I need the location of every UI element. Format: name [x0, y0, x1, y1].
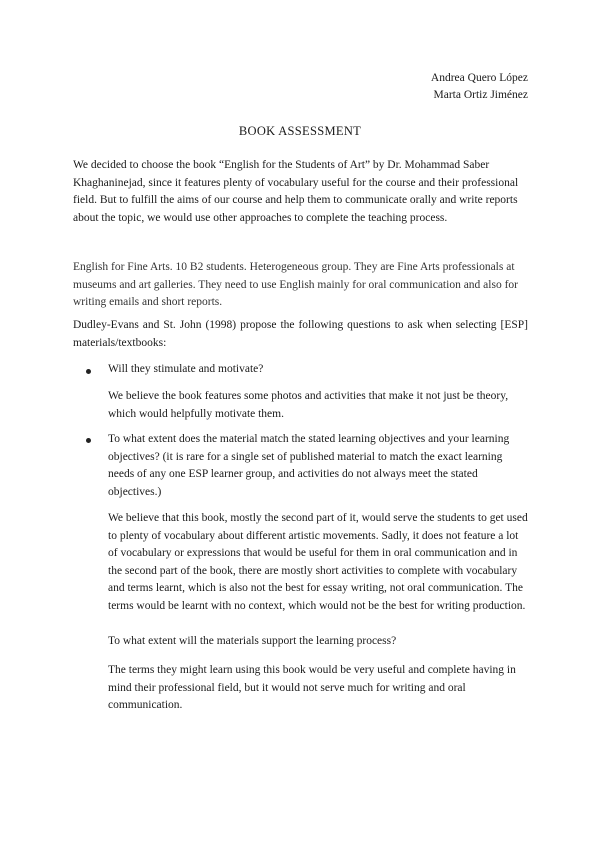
answer-objectives: We believe that this book, mostly the second part of it, would serve the students to get used to plenty of vocabulary about different artistic movements. Sadly, it does not feature a lot of vocabulary or expressions that would be useful for them in oral communication and in the second part of the book, there are mostly short activities to complete with vocabulary and terms learnt, which is also not the best for essay writing, not oral communication. The terms would be learnt with no context, which would not be the best for writing production. — [108, 512, 528, 612]
author-name: Marta Ortiz Jiménez — [433, 89, 528, 101]
answer-stimulate: We believe the book features some photos and activities that make it not just be theory, which would helpfully motivate them. — [108, 390, 509, 420]
author-name: Andrea Quero López — [430, 72, 528, 84]
group-description-paragraph: English for Fine Arts. 10 B2 students. Heterogeneous group. They are Fine Arts professionals at museums and art galleries. They need to use English mainly for oral communication and also for writing emails and short reports. — [73, 261, 518, 308]
dudley-evans-paragraph: Dudley-Evans and St. John (1998) propose the following questions to ask when selecting [ESP] materials/textbooks: — [73, 319, 528, 349]
intro-paragraph: We decided to choose the book “English for the Students of Art” by Dr. Mohammad Saber Khaghaninejad, since it features plenty of vocabulary useful for the course and their professional field. But to fulfill the aims of our course and help them to communicate orally and write reports about the topic, we would use other approaches to complete the teaching process. — [73, 159, 519, 224]
question-stimulate: Will they stimulate and motivate? — [108, 363, 264, 375]
bullet-icon — [86, 438, 94, 446]
author-block — [431, 70, 528, 104]
bullet-icon — [86, 369, 94, 377]
question-objectives: To what extent does the material match the stated learning objectives and your learning objectives? (it is rare for a single set of published material to match the exact learning needs of any one ESP learner group, and activities do not always meet the stated objectives.) — [108, 433, 510, 498]
answer-learning-process: The terms they might learn using this book would be very useful and complete having in mind their professional field, but it would not serve much for writing and oral communication. — [108, 664, 516, 711]
document-title: BOOK ASSESSMENT — [238, 124, 362, 138]
question-learning-process: To what extent will the materials support the learning process? — [108, 635, 397, 647]
